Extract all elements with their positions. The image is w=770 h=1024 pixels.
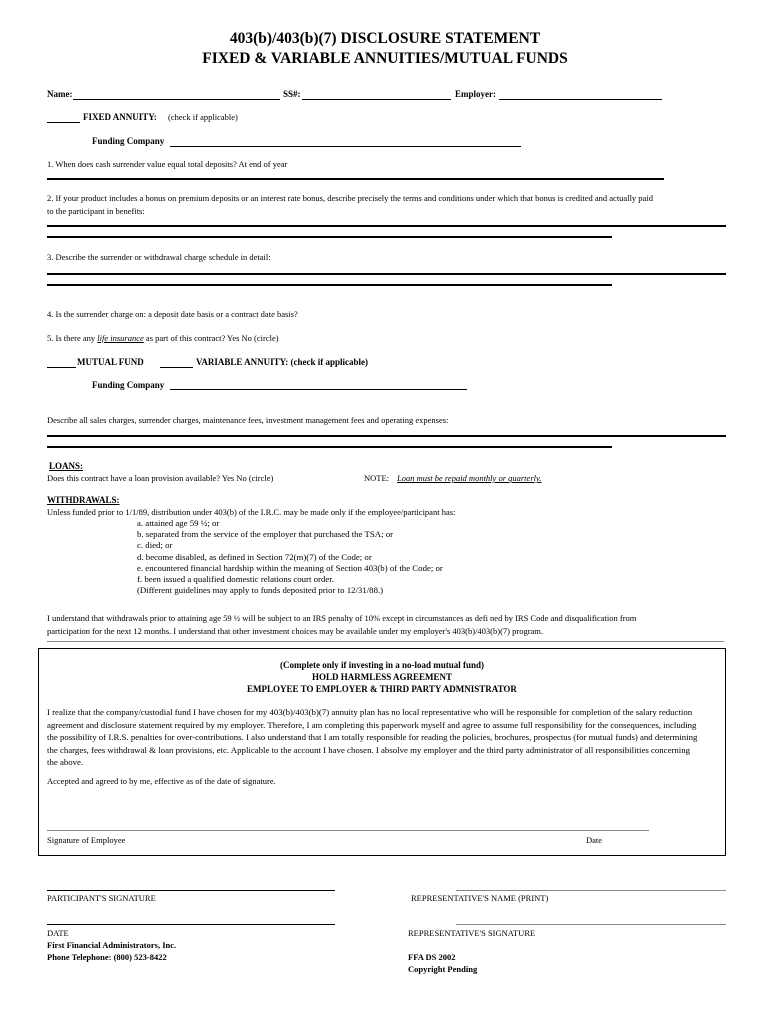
fixed-annuity-note: (check if applicable)	[168, 112, 238, 122]
agreement-line: the above.	[47, 757, 84, 768]
divider	[47, 641, 724, 642]
funding-company-field-2[interactable]	[170, 389, 467, 390]
question-5-prefix: 5. Is there any	[47, 333, 98, 343]
variable-annuity-label: VARIABLE ANNUITY: (check if applicable)	[196, 357, 369, 367]
agreement-body	[47, 706, 727, 769]
answer-line[interactable]	[47, 178, 664, 180]
agreement-line: the charges, fees withdrawal & loan provisions, etc. Applicable to the account I have chosen. I absolve my employer and the third party administrator of all responsibilities concerning	[47, 744, 691, 755]
question-5	[47, 333, 279, 343]
answer-line[interactable]	[47, 446, 612, 448]
fixed-annuity-checkbox[interactable]	[47, 122, 80, 123]
company-phone: Phone Telephone: (800) 523-8422	[47, 952, 167, 962]
loans-note-label: NOTE:	[364, 473, 390, 483]
answer-line[interactable]	[47, 273, 726, 275]
answer-line[interactable]	[47, 225, 726, 227]
employee-date-label: Date	[586, 835, 603, 845]
withdrawal-understanding-line1: I understand that withdrawals prior to attaining age 59 ½ will be subject to an IRS penalty of 10% except in circumstances as defi ned by IRS Code and disqualification from	[47, 613, 637, 623]
employee-signature-label: Signature of Employee	[47, 835, 126, 845]
fees-question: Describe all sales charges, surrender charges, maintenance fees, investment management fees and operating expenses:	[47, 415, 449, 425]
answer-line[interactable]	[47, 435, 726, 437]
employee-signature-field[interactable]	[47, 830, 649, 831]
name-field[interactable]	[73, 99, 280, 100]
question-1: 1. When does cash surrender value equal total deposits? At end of year	[47, 159, 288, 169]
list-item: d. become disabled, as defined in Section 72(m)(7) of the Code; or	[137, 551, 372, 562]
page-subtitle: FIXED & VARIABLE ANNUITIES/MUTUAL FUNDS	[202, 50, 568, 67]
representative-name-field[interactable]	[456, 890, 726, 891]
withdrawal-conditions-list	[137, 518, 443, 596]
funding-company-field[interactable]	[170, 146, 521, 147]
mutual-fund-label: MUTUAL FUND	[77, 357, 144, 367]
name-label: Name:	[47, 89, 73, 99]
agreement-accepted: Accepted and agreed to by me, effective as of the date of signature.	[47, 776, 276, 786]
participant-signature-field[interactable]	[47, 890, 335, 891]
page-title: 403(b)/403(b)(7) DISCLOSURE STATEMENT	[229, 30, 541, 47]
company-name: First Financial Administrators, Inc.	[47, 940, 177, 950]
loans-note-text: Loan must be repaid monthly or quarterly.	[397, 473, 542, 483]
withdrawals-intro: Unless funded prior to 1/1/89, distribution under 403(b) of the I.R.C. may be made only if the employee/participant has:	[47, 507, 456, 517]
date-field[interactable]	[47, 924, 335, 925]
mutual-fund-checkbox[interactable]	[47, 367, 76, 368]
agreement-title: HOLD HARMLESS AGREEMENT	[311, 672, 453, 682]
representative-signature-field[interactable]	[456, 924, 726, 925]
loans-heading: LOANS:	[49, 461, 84, 471]
funding-company-label-2: Funding Company	[92, 380, 165, 390]
agreement-condition: (Complete only if investing in a no-load mutual fund)	[279, 660, 485, 670]
list-item: c. died; or	[137, 540, 173, 551]
variable-annuity-checkbox[interactable]	[160, 367, 193, 368]
list-item: f. been issued a qualified domestic relations court order.	[137, 574, 334, 585]
ss-field[interactable]	[302, 99, 451, 100]
agreement-line: the possibility of I.R.S. penalties for over-contributions. I also understand that I am totally responsible for reading the policies, brochures, prospectus (for mutual funds) and determining	[47, 732, 698, 743]
ss-label: SS#:	[283, 89, 301, 99]
answer-line[interactable]	[47, 236, 612, 238]
question-5-emphasis: life insurance	[97, 333, 144, 343]
question-5-suffix: as part of this contract? Yes No (circle)	[143, 333, 279, 343]
representative-name-label: REPRESENTATIVE'S NAME (PRINT)	[411, 893, 549, 903]
withdrawals-heading: WITHDRAWALS:	[47, 495, 120, 505]
funding-company-label: Funding Company	[92, 136, 165, 146]
question-2-line1: 2. If your product includes a bonus on premium deposits or an interest rate bonus, describe precisely the terms and conditions under which that bonus is credited and actually paid	[47, 193, 653, 203]
agreement-line: I realize that the company/custodial fund I have chosen for my 403(b)/403(b)(7) annuity plan has no local representative who will be responsible for completion of the salary reduction	[47, 707, 693, 717]
copyright: Copyright Pending	[408, 964, 478, 974]
representative-signature-label: REPRESENTATIVE'S SIGNATURE	[408, 928, 536, 938]
list-item: b. separated from the service of the employer that purchased the TSA; or	[137, 529, 394, 540]
fixed-annuity-label: FIXED ANNUITY:	[83, 112, 157, 122]
loans-question: Does this contract have a loan provision available? Yes No (circle)	[47, 473, 274, 483]
question-2-line2: to the participant in benefits:	[47, 206, 145, 216]
answer-line[interactable]	[47, 284, 612, 286]
list-item: a. attained age 59 ½; or	[137, 518, 220, 528]
date-label: DATE	[47, 928, 69, 938]
employer-field[interactable]	[499, 99, 662, 100]
list-item: e. encountered financial hardship within the meaning of Section 403(b) of the Code; or	[137, 562, 443, 573]
employer-label: Employer:	[455, 89, 496, 99]
withdrawal-understanding-line2: participation for the next 12 months. I understand that other investment choices may be available under my employer's 403(b)/403(b)(7) program.	[47, 626, 544, 636]
question-3: 3. Describe the surrender or withdrawal charge schedule in detail:	[47, 252, 271, 262]
agreement-line: agreement and disclosure statement required by my employer. Therefore, I am completing this paperwork myself and agree to assume full responsibility for the consequences, including	[47, 719, 697, 730]
form-id: FFA DS 2002	[408, 952, 456, 962]
question-4: 4. Is the surrender charge on: a deposit date basis or a contract date basis?	[47, 309, 298, 319]
participant-signature-label: PARTICIPANT'S SIGNATURE	[47, 893, 156, 903]
agreement-subtitle: EMPLOYEE TO EMPLOYER & THIRD PARTY ADMNISTRATOR	[247, 684, 517, 694]
list-item: (Different guidelines may apply to funds deposited prior to 12/31/88.)	[137, 585, 384, 596]
